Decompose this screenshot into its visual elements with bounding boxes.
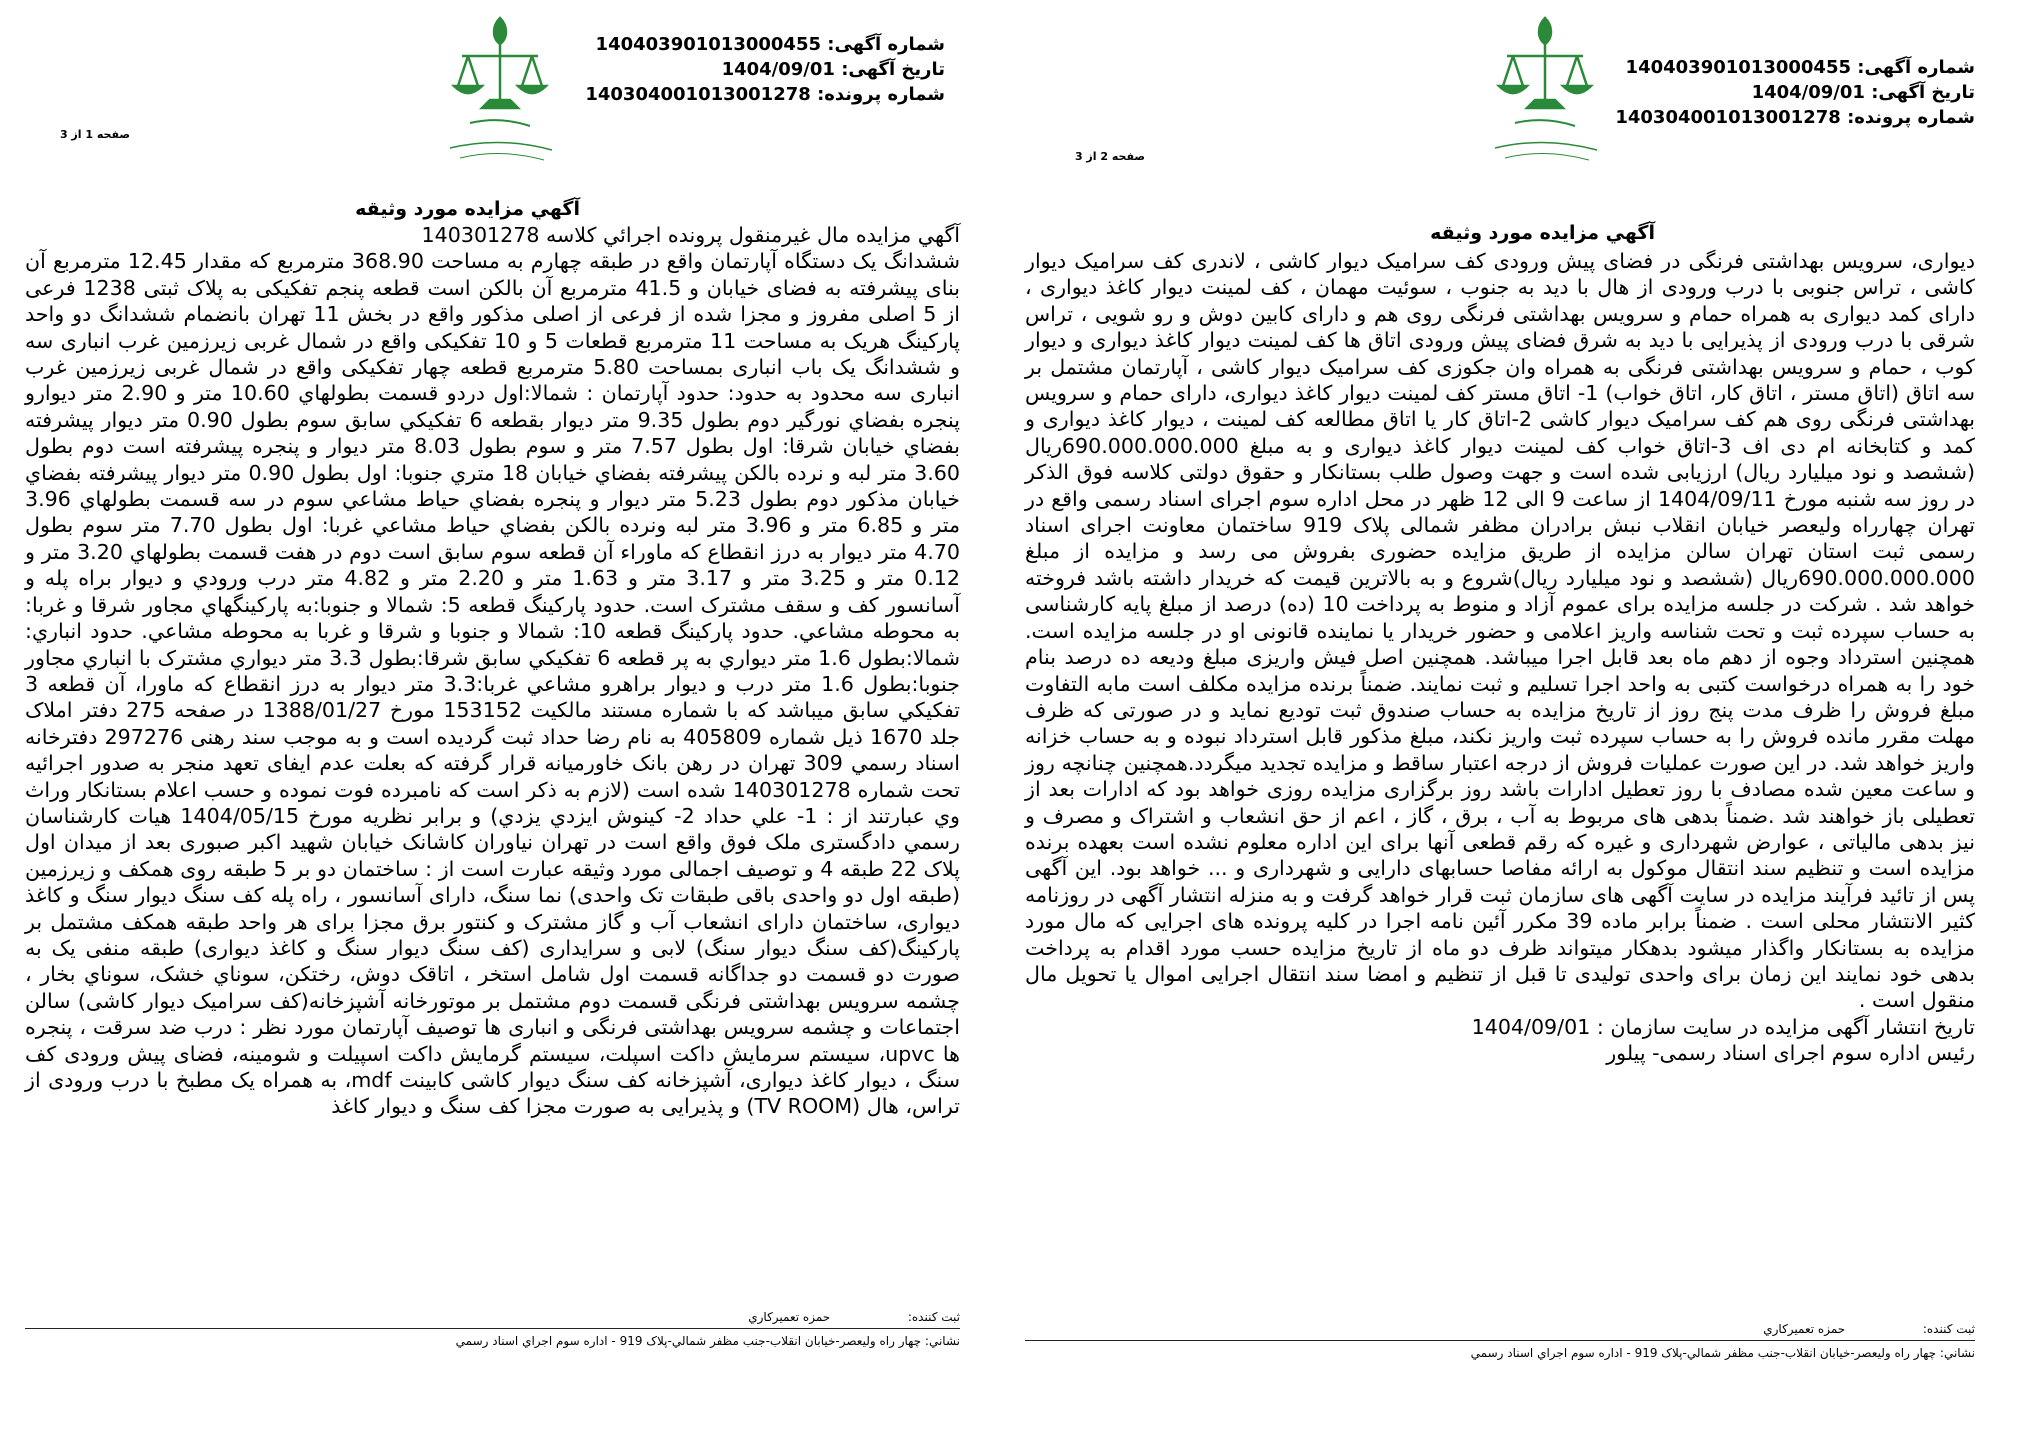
ad-number-label: شماره آگهی: xyxy=(1857,57,1975,78)
page-number: صفحه 1 از 3 xyxy=(59,128,130,141)
publish-date-line: تاريخ انتشار آگهی مزايده در سايت سازمان : 1404/09/01 xyxy=(1471,1014,1975,1039)
registrar-line xyxy=(1763,1322,1975,1336)
footer-address: نشاني: چهار راه وليعصر-خيابان انقلاب-جنب مظفر شمالي-پلاک 919 - اداره سوم اجراي اسناد رسمي xyxy=(1470,1346,1975,1360)
notice-body xyxy=(1025,248,1975,1067)
footer-divider xyxy=(25,1328,960,1329)
ad-meta-block xyxy=(585,32,945,107)
notice-body-text: ششدانگ يک دستگاه آپارتمان واقع در طبقه چهارم به مساحت 368.90 مترمربع كه مقدار 12.45 مترمربع آن بنای پيشرفته به فضای خيابان و 41.5 مترمربع آن بالكن است قطعه پنجم تفكيكی به پلاک ثبتی 1238 فرعی از 5 اصلی مفروز و مجزا شده از فرعی از اصلی مذكور واقع در بخش 11 تهران بانضمام ششدانگ دو واحد پاركينگ هريک به مساحت 11 مترمربع قطعات 5 و 10 تفكيكی واقع در شمال غربی زيرزمين غرب انباری سه و ششدانگ يک باب انباری بمساحت 5.80 مترمربع قطعه چهار تفكيكی واقع در شمال غربی زيرزمين غرب انباری سه محدود به حدود: حدود آپارتمان : شمالا:اول دردو قسمت بطولهاي 10.60 متر و 2.90 متر ديوارو پنجره بفضاي نورگير دوم بطول 9.35 متر ديوار بقطعه 6 تفكيكي سابق سوم بطول 0.90 متر ديوار پيشرفته بفضاي خيابان شرقا: اول بطول 7.57 متر و سوم بطول 8.03 متر ديوار و پنجره پيشرفته است دوم بطول 3.60 متر لبه و نرده بالكن پيشرفته بفضاي خيابان 18 متري جنوبا: اول بطول 0.90 متر ديوار پيشرفته بفضاي خيابان مذكور دوم بطول 5.23 متر ديوار و پنجره بفضاي حياط مشاعي سوم در سه قسمت بطولهاي 3.96 متر و 6.85 متر و 3.96 متر لبه ونرده بالكن بفضاي حياط مشاعي غربا: اول بطول 7.70 متر سوم بطول 4.70 متر ديوار به درز انقطاع كه ماوراء آن قطعه سوم سابق است دوم در هفت قسمت بطولهاي 3.20 متر و 0.12 متر و 3.25 متر و 3.17 متر و 1.63 متر و 2.20 متر و 4.82 متر درب ورودي و ديوار براه پله و آسانسور كف و سقف مشترک است. حدود پاركينگ قطعه 5: شمالا و جنوبا:به پاركينگهاي مجاور شرقا و غربا: به محوطه مشاعي. حدود پاركينگ قطعه 10: شمالا و جنوبا و شرقا و غربا به محوطه مشاعي. حدود انباري: شمالا:بطول 1.6 متر ديواري به پر قطعه 6 تفكيكي سابق شرقا:بطول 3.3 متر ديواري مشترک با انباري مجاور جنوبا:بطول 1.6 متر درب و ديوار براهرو مشاعي غربا:3.3 متر ديوار به درز انقطاع كه ماورا، آن قطعه 3 تفكيكي سابق ميباشد كه با شماره مستند مالكيت 153152 مورخ 1388/01/27 در صفحه 275 دفتر املاک جلد 1670 ذيل شماره 405809 به نام رضا حداد ثبت گرديده است و به موجب سند رهنی 297276 دفترخانه اسناد رسمي 309 تهران در رهن بانک خاورميانه قرار گرفته كه بعلت عدم ايفای تعهد منجر به صدور اجرائيه تحت شماره 140301278 شده است (لازم به ذكر است كه نامبرده فوت نموده و حسب اعلام بستانكار وراث وي عبارتند از : 1- علي حداد 2- كينوش ايزدي يزدي) و برابر نظريه مورخ 1404/05/15 هيات كارشناسان رسمي دادگستری ملک فوق واقع است در تهران نياوران كاشانک خيابان شهيد اكبر صبوری بعد از ميدان اول پلاک 22 طبقه 4 و توصيف اجمالی مورد وثيقه عبارت است از : ساختمان دو بر 5 طبقه روی همكف و زيرزمين (طبقه اول دو واحدی باقی طبقات تک واحدی) نما سنگ، دارای آسانسور ، راه پله كف سنگ ديوار سنگ و كاغذ ديواری، ساختمان دارای انشعاب آب و گاز مشترک و كنتور برق مجزا برای هر واحد طبقه همكف مشتمل بر پاركينگ(كف سنگ ديوار سنگ) لابی و سرايداری (كف سنگ ديوار سنگ و كاغذ ديواری) طبقه منفی يک به صورت دو قسمت دو جداگانه قسمت اول شامل استخر ، اتاقک دوش، رختكن، سوناي خشک، سوناي بخار ، چشمه سرويس بهداشتی فرنگی قسمت دوم مشتمل بر موتورخانه آشپزخانه(كف سراميک ديوار كاشی) سالن اجتماعات و چشمه سرويس بهداشتی فرنگی و انباری ها توصيف آپارتمان مورد نظر : درب ضد سرقت ، پنجره ها upvc، سيستم سرمايش داكت اسپلت، سيستم گرمايش داكت اسپيلت و شومينه، فضای پيش ورودی كف سنگ ، ديوار كاغذ ديواری، آشپزخانه كف سنگ ديوار كاشی كابينت mdf، به همراه يک مطبخ با درب ورودی از تراس، هال (TV ROOM) و پذيرايی به صورت مجزا كف سنگ و ديوار كاغذ xyxy=(25,249,961,1119)
file-number-row xyxy=(1615,105,1975,130)
registrar-name: حمزه تعميركاري xyxy=(1763,1322,1846,1336)
registrar-line xyxy=(748,1310,960,1324)
judiciary-emblem-icon xyxy=(1485,8,1605,168)
file-number-value: 140304001013001278 xyxy=(585,84,811,105)
page-number: صفحه 2 از 3 xyxy=(1074,150,1145,163)
ad-date-label: تاریخ آگهی: xyxy=(841,59,945,80)
page-header xyxy=(1015,0,2015,200)
file-number-row xyxy=(585,82,945,107)
file-number-value: 140304001013001278 xyxy=(1615,107,1841,128)
footer-address: نشاني: چهار راه وليعصر-خيابان انقلاب-جنب مظفر شمالي-پلاک 919 - اداره سوم اجراي اسناد رسمي xyxy=(455,1334,960,1348)
judiciary-emblem-icon xyxy=(440,8,560,168)
registrar-label: ثبت كننده: xyxy=(907,1310,960,1324)
registrar-label: ثبت كننده: xyxy=(1922,1322,1975,1336)
registrar-name: حمزه تعميركاري xyxy=(748,1310,831,1324)
ad-date-row xyxy=(585,57,945,82)
ad-date-row xyxy=(1615,80,1975,105)
ad-date-label: تاریخ آگهی: xyxy=(1871,82,1975,103)
notice-body-text: ديواری، سرويس بهداشتی فرنگی در فضای پيش ورودی كف سراميک ديوار كاشی ، لاندری كف سراميک ديوار كاشی ، تراس جنوبی با درب ورودی از هال با ديد به جنوب ، سوئيت مهمان ، كف لمينت ديوار كاغذ ديواری ، دارای كمد ديواری به همراه حمام و سرويس بهداشتی فرنگی روی هم و دارای كابين دوش و رو شويی ، تراس شرقی با درب ورودی از پذيرايی با ديد به شرق فضای پيش ورودی اتاق ها كف لمينت ديوار كاغذ ديواری و ديوار كوب ، حمام و سرويس بهداشتی فرنگی به همراه وان جكوزی كف سراميک ديوار كاشی ، آپارتمان مشتمل بر سه اتاق (اتاق مستر ، اتاق كار، اتاق خواب) 1- اتاق مستر كف لمينت ديوار كاغذ ديواری، دارای حمام و سرويس بهداشتی فرنگی روی هم كف سراميک ديوار كاشی 2-اتاق كار يا اتاق مطالعه كف لمينت ، ديوار كاغذ ديواری و كمد و كتابخانه ام دی اف 3-اتاق خواب كف لمينت ديوار كاغذ ديواری و به مبلغ 690.000.000.000ريال (ششصد و نود ميليارد ريال) ارزيابی شده است و جهت وصول طلب بستانكار و حقوق دولتی كلاسه فوق الذكر در روز سه شنبه مورخ 1404/09/11 از ساعت 9 الی 12 ظهر در محل اداره سوم اجرای اسناد رسمی واقع در تهران چهارراه وليعصر خيابان انقلاب نبش برادران مظفر شمالی پلاک 919 ساختمان معاونت اجرای اسناد رسمی ثبت استان تهران سالن مزايده از طريق مزايده حضوری بفروش می رسد و مزايده از مبلغ 690.000.000.000ريال (ششصد و نود ميليارد ريال)شروع و به بالاترين قيمت كه خريدار داشته باشد فروخته خواهد شد . شركت در جلسه مزايده برای عموم آزاد و منوط به پرداخت 10 (ده) درصد از مبلغ پايه كارشناسی به حساب سپرده ثبت و تحت شناسه واريز اعلامی و حضور خريدار يا نماينده قانونی او در جلسه مزايده است. همچنين استرداد وجوه از دهم ماه بعد قابل اجرا ميباشد. همچنين اصل فيش واريزی مبلغ وديعه ده درصد بنام خود را به همراه درخواست كتبی به واحد اجرا تسليم و ثبت نمايند. ضمناً برنده مزايده مكلف است مابه التفاوت مبلغ فروش را ظرف مدت پنج روز از تاريخ مزايده به حساب صندوق ثبت توديع نمايد و در صورتی كه ظرف مهلت مقرر مانده فروش را به حساب سپرده ثبت واريز نكند، مبلغ مذكور قابل استرداد نبوده و به حساب خزانه واريز خواهد شد. در اين صورت عمليات فروش از درجه اعتبار ساقط و مزايده تجديد ميگردد.همچنين چنانچه روز و ساعت معين شده مصادف با روز تعطيل ادارات باشد روز برگزاری مزايده روزی خواهد بود كه ادارات بعد از تعطيلی باز خواهند شد .ضمناً بدهی های مربوط به آب ، برق ، گاز ، اعم از حق انشعاب و اشتراک و مصرف و نيز بدهی مالياتی ، عوارض شهرداری و غيره كه رقم قطعی آنها برای اين اداره معلوم نشده است بعهده برنده مزايده است و تنظيم سند انتقال موكول به ارائه مفاصا حسابهای دارايی و شهرداری و ... خواهد بود. اين آگهی پس از تائيد فرآيند مزايده در سايت آگهی های سازمان ثبت قرار خواهد گرفت و به منزله انتشار آگهی در روزنامه كثير الانتشار محلی است . ضمناً برابر ماده 39 مكرر آئين نامه اجرا در كليه پرونده های اجرايی كه مال مورد مزايده به بستانكار واگذار ميشود بدهكار ميتواند ظرف دو ماه از تاريخ مزايده حسب مورد اقدام به پرداخت بدهی خود نمايند اين زمان برای واحدی توليدی تا قبل از تنظيم و امضا سند انتقال اجرايی اموال يا تحويل مال منقول است . xyxy=(1025,249,1975,1013)
file-number-label: شماره پرونده: xyxy=(1847,107,1975,128)
ad-meta-block xyxy=(1615,55,1975,130)
ad-number-row xyxy=(585,32,945,57)
footer-divider xyxy=(1025,1340,1975,1341)
page-header xyxy=(10,0,1000,200)
ad-number-value: 140403901013000455 xyxy=(1625,57,1851,78)
ad-number-row xyxy=(1615,55,1975,80)
notice-body xyxy=(25,222,960,1120)
notice-title: آگهي مزايده مورد وثيقه xyxy=(1430,222,1655,244)
notice-page-1 xyxy=(10,0,1000,1433)
file-number-label: شماره پرونده: xyxy=(817,84,945,105)
ad-number-value: 140403901013000455 xyxy=(595,34,821,55)
notice-title: آگهي مزايده مورد وثيقه xyxy=(355,198,580,220)
signatory-line: رئيس اداره سوم اجرای اسناد رسمی- پيلور xyxy=(1606,1041,1975,1066)
ad-date-value: 1404/09/01 xyxy=(721,59,835,80)
ad-number-label: شماره آگهی: xyxy=(827,34,945,55)
ad-date-value: 1404/09/01 xyxy=(1751,82,1865,103)
notice-subtitle: آگهي مزايده مال غيرمنقول پرونده اجرائي كلاسه 140301278 xyxy=(421,223,960,247)
notice-page-2 xyxy=(1015,0,2015,1433)
